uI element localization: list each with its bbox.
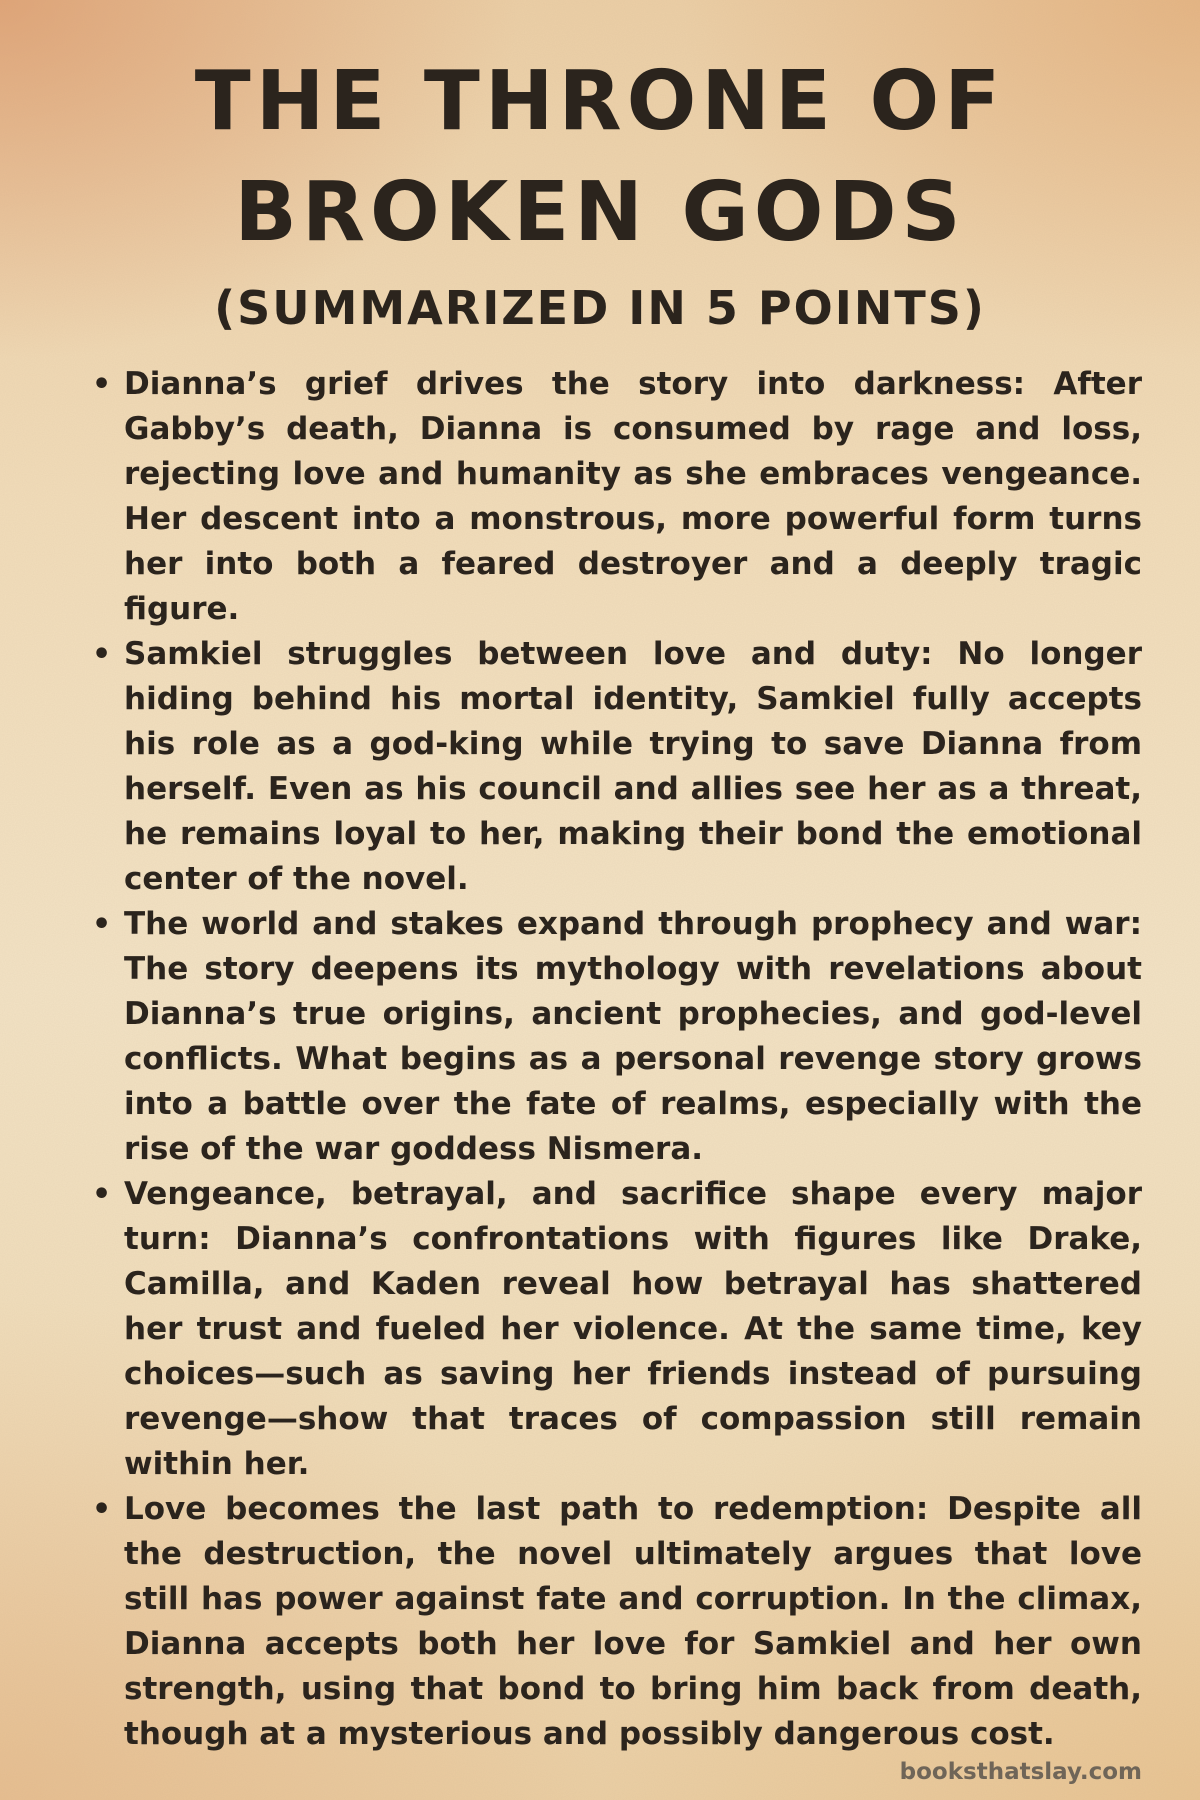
summary-point-text: Dianna’s grief drives the story into darkness: After Gabby’s death, Dianna is consumed by rage and loss, rejecting love and humanity as she embraces vengeance. Her descent into a monstrous, more powerful form turns her into both a feared destroyer and a deeply tragic figure. <box>124 366 1142 627</box>
title-line-1: THE THRONE OF <box>194 54 1006 149</box>
summary-point <box>90 902 1142 1172</box>
summary-point-text: The world and stakes expand through prophecy and war: The story deepens its mythology with revelations about Dianna’s true origins, ancient prophecies, and god-level conflicts. What begins as a personal revenge story grows into a battle over the fate of realms, especially with the rise of the war goddess Nismera. <box>124 906 1142 1167</box>
bullet-icon: • <box>92 1492 112 1527</box>
site-watermark: booksthatslay.com <box>899 1759 1142 1785</box>
bullet-icon: • <box>92 637 112 672</box>
bullet-icon: • <box>92 1177 112 1212</box>
summary-point-text: Samkiel struggles between love and duty: No longer hiding behind his mortal identity, Samkiel fully accepts his role as a god-king while trying to save Dianna from herself. Even as his council and allies see her as a threat, he remains loyal to her, making their bond the emotional center of the novel. <box>124 636 1142 897</box>
summary-points-list <box>90 362 1142 1757</box>
bullet-icon: • <box>92 367 112 402</box>
subtitle: (SUMMARIZED IN 5 POINTS) <box>214 281 986 335</box>
summary-point <box>90 1172 1142 1487</box>
summary-point-text: Love becomes the last path to redemption: Despite all the destruction, the novel ultimately argues that love still has power against fate and corruption. In the climax, Dianna accepts both her love for Samkiel and her own strength, using that bond to bring him back from death, though at a mysterious and possibly dangerous cost. <box>124 1491 1142 1752</box>
summary-point <box>90 1487 1142 1757</box>
bullet-icon: • <box>92 907 112 942</box>
title-line-2: BROKEN GODS <box>234 165 966 260</box>
summary-point-text: Vengeance, betrayal, and sacrifice shape every major turn: Dianna’s confrontations with figures like Drake, Camilla, and Kaden reveal how betrayal has shattered her trust and fueled her violence. At the same time, key choices—such as saving her friends instead of pursuing revenge—show that traces of compassion still remain within her. <box>124 1176 1142 1482</box>
summary-point <box>90 362 1142 632</box>
summary-point <box>90 632 1142 902</box>
